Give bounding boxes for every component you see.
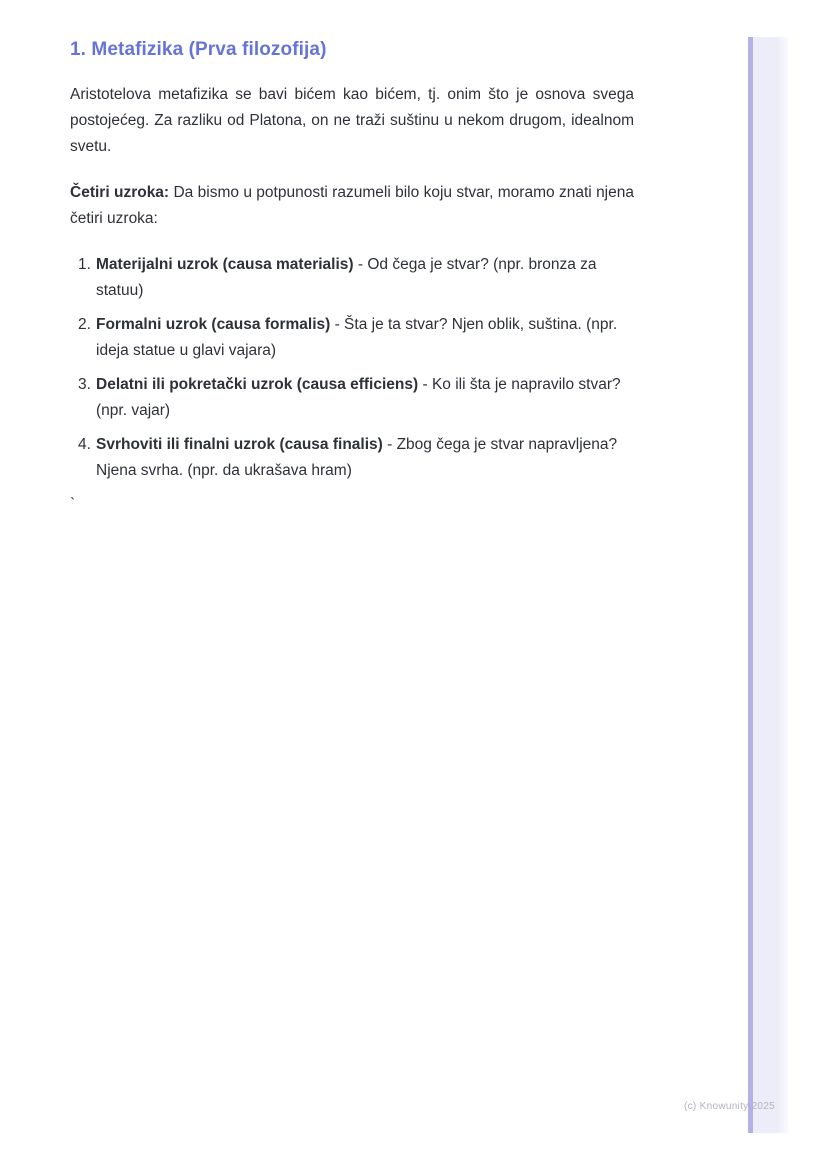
section-heading: 1. Metafizika (Prva filozofija) bbox=[70, 39, 327, 60]
cause-term: Svrhoviti ili finalni uzrok (causa finalis) bbox=[96, 436, 383, 453]
cause-term: Formalni uzrok (causa formalis) bbox=[96, 316, 331, 333]
list-number: 4. bbox=[78, 436, 91, 453]
footer-credit: (c) Knowunity 2025 bbox=[683, 1101, 775, 1112]
causes-list bbox=[70, 252, 634, 484]
cause-description: - Šta je ta stvar? Njen oblik, suština. (npr. ideja statue u glavi vajara) bbox=[96, 316, 618, 359]
four-causes-paragraph bbox=[70, 180, 634, 232]
cause-description: - Ko ili šta je napravilo stvar? (npr. vajar) bbox=[96, 376, 621, 419]
stray-backtick-character: ` bbox=[70, 496, 76, 513]
list-number: 3. bbox=[78, 376, 91, 393]
list-item-final-cause bbox=[70, 432, 634, 484]
list-item-formal-cause bbox=[70, 312, 634, 364]
intro-paragraph: Aristotelova metafizika se bavi bićem kao bićem, tj. onim što je osnova svega postojećeg. Za razliku od Platona, on ne traži suštinu u nekom drugom, idealnom svetu. bbox=[70, 86, 634, 155]
four-causes-lead: Četiri uzroka: bbox=[70, 184, 170, 201]
document-content bbox=[70, 36, 634, 518]
cause-description: - Zbog čega je stvar napravljena? Njena svrha. (npr. da ukrašava hram) bbox=[96, 436, 618, 479]
list-item-efficient-cause bbox=[70, 372, 634, 424]
list-number: 1. bbox=[78, 256, 91, 273]
cause-description: - Od čega je stvar? (npr. bronza za statuu) bbox=[96, 256, 597, 299]
four-causes-text: Da bismo u potpunosti razumeli bilo koju stvar, moramo znati njena četiri uzroka: bbox=[70, 184, 634, 227]
cause-term: Delatni ili pokretački uzrok (causa efficiens) bbox=[96, 376, 419, 393]
list-item-material-cause bbox=[70, 252, 634, 304]
list-number: 2. bbox=[78, 316, 91, 333]
cause-term: Materijalni uzrok (causa materialis) bbox=[96, 256, 354, 273]
scrollbar-track[interactable] bbox=[748, 37, 788, 1133]
